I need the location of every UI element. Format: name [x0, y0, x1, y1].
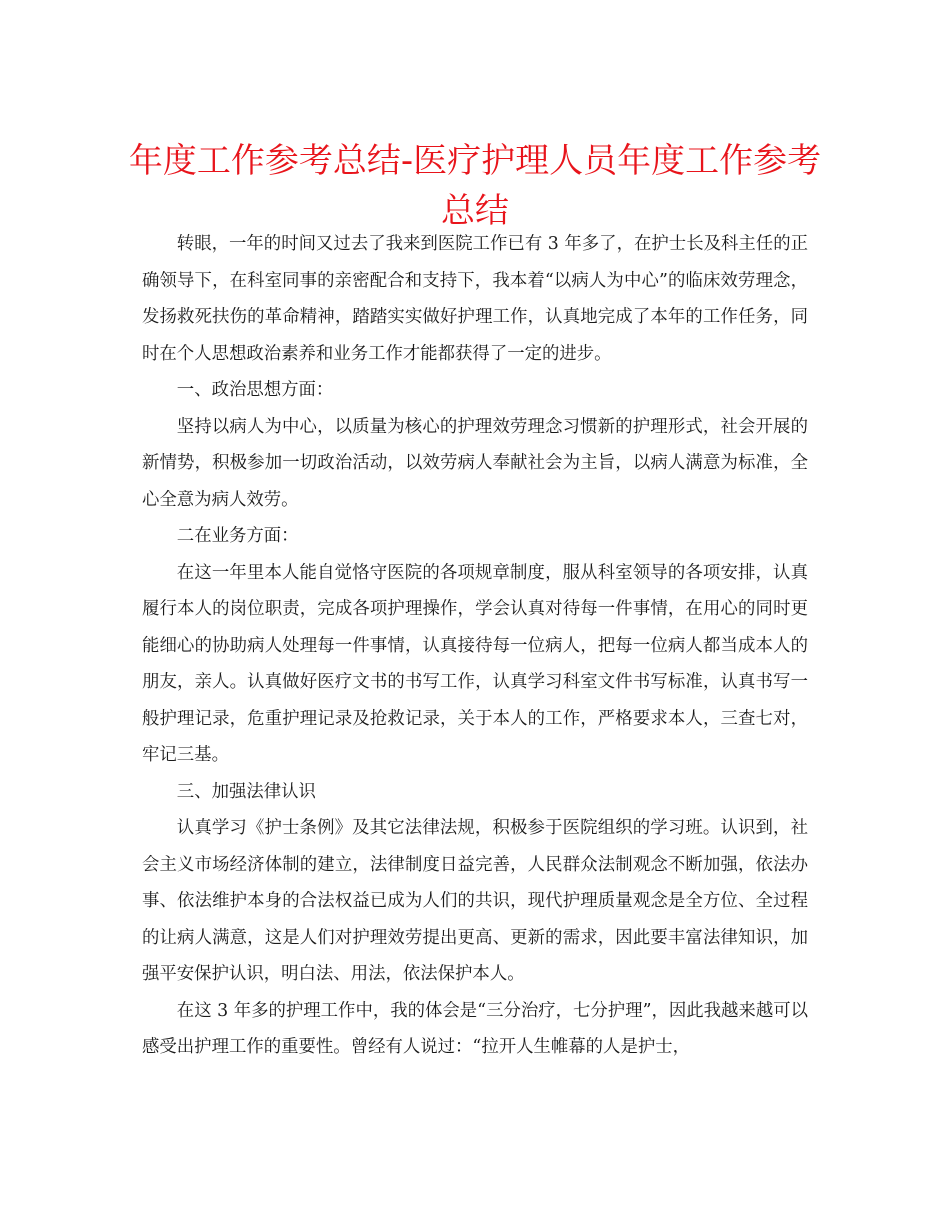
section-heading-law: 三、加强法律认识 — [176, 781, 316, 802]
document-body — [142, 226, 808, 1066]
paragraph-experience: 在这 3 年多的护理工作中，我的体会是“三分治疗，七分护理”，因此我越来越可以感受出护理工作的重要性。曾经有人说过：“拉开人生帷幕的人是护士， — [142, 1000, 808, 1057]
section-heading-political: 一、政治思想方面： — [176, 380, 334, 400]
paragraph-intro: 转眼，一年的时间又过去了我来到医院工作已有 3 年多了，在护士长及科主任的正确领导下，在科室同事的亲密配合和支持下，我本着“以病人为中心”的临床效劳理念，发扬救死扶伤的革命精神，踏踏实实做好护理工作，认真地完成了本年的工作任务，同时在个人思想政治素养和业务工作才能都获得了一定的进步。 — [142, 234, 808, 364]
paragraph-law: 认真学习《护士条例》及其它法律法规，积极参于医院组织的学习班。认识到，社会主义市场经济体制的建立，法律制度日益完善，人民群众法制观念不断加强，依法办事、依法维护本身的合法权益已成为人们的共识，现代护理质量观念是全方位、全过程的让病人满意，这是人们对护理效劳提出更高、更新的需求，因此要丰富法律知识，加强平安保护认识，明白法、用法，依法保护本人。 — [142, 818, 808, 984]
document-title: 年度工作参考总结-医疗护理人员年度工作参考总结 — [128, 141, 822, 231]
paragraph-business: 在这一年里本人能自觉恪守医院的各项规章制度，服从科室领导的各项安排，认真履行本人的岗位职责，完成各项护理操作，学会认真对待每一件事情，在用心的同时更能细心的协助病人处理每一件事情，认真接待每一位病人，把每一位病人都当成本人的朋友，亲人。认真做好医疗文书的书写工作，认真学习科室文件书写标准，认真书写一般护理记录，危重护理记录及抢救记录，关于本人的工作，严格要求本人，三查七对，牢记三基。 — [142, 562, 808, 765]
paragraph-political: 坚持以病人为中心，以质量为核心的护理效劳理念习惯新的护理形式，社会开展的新情势，积极参加一切政治活动，以效劳病人奉献社会为主旨，以病人满意为标准，全心全意为病人效劳。 — [142, 416, 808, 510]
section-heading-business: 二在业务方面： — [176, 526, 299, 546]
